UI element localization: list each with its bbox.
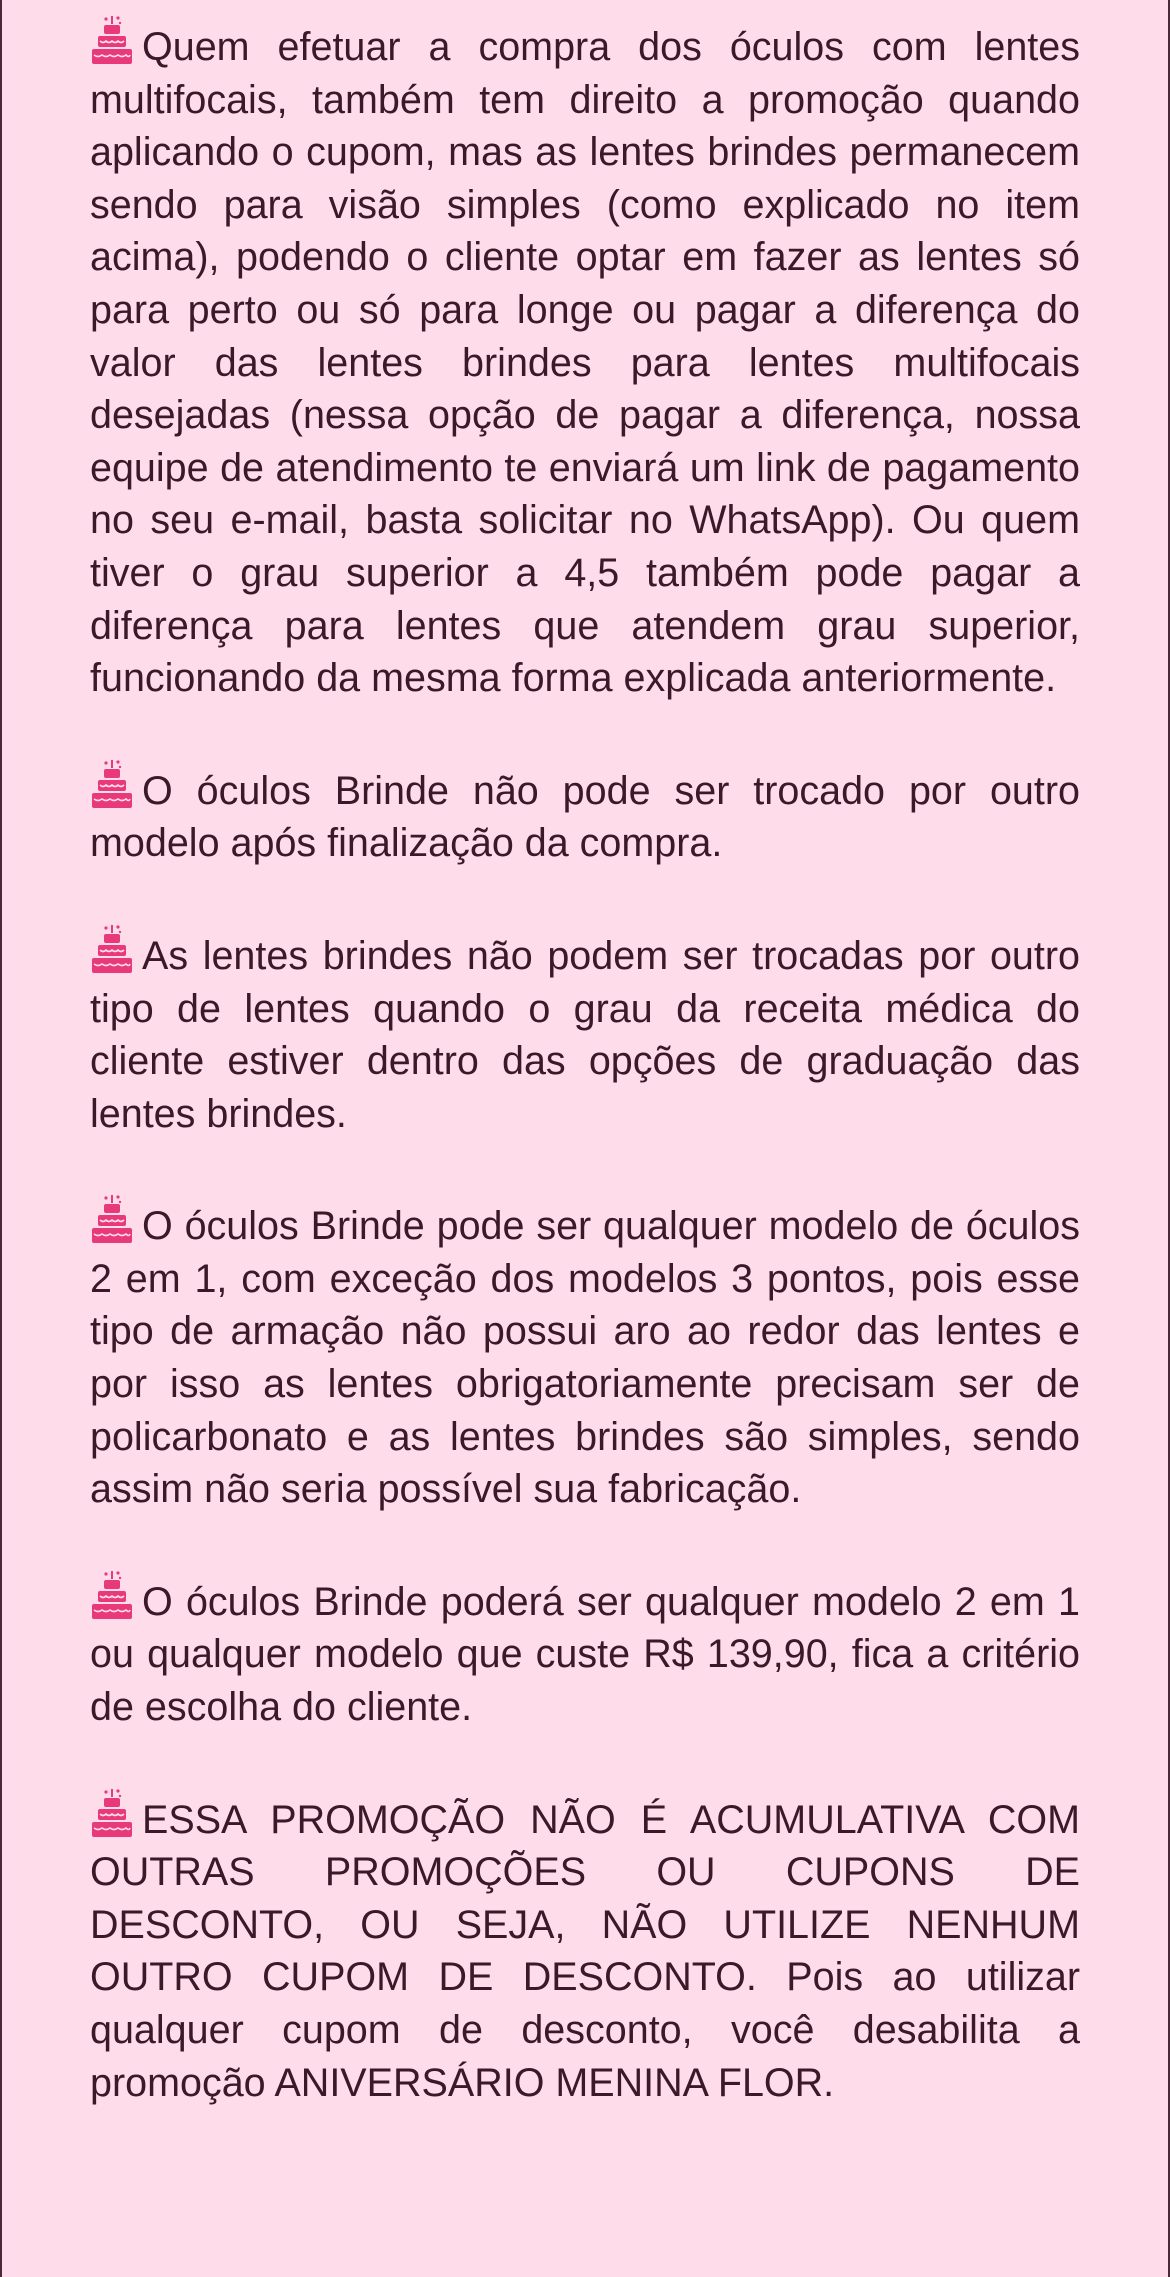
birthday-cake-icon bbox=[90, 923, 134, 975]
birthday-cake-icon bbox=[90, 1193, 134, 1245]
rule-paragraph-not-cumulative bbox=[90, 1787, 1080, 2110]
rule-paragraph-multifocal bbox=[90, 14, 1080, 705]
rule-text: O óculos Brinde não pode ser trocado por outro modelo após finalização da compra. bbox=[90, 768, 1080, 866]
rule-paragraph-no-exchange-lenses bbox=[90, 923, 1080, 1140]
birthday-cake-icon bbox=[90, 758, 134, 810]
rule-text: ESSA PROMOÇÃO NÃO É ACUMULATIVA COM OUTRAS PROMOÇÕES OU CUPONS DE DESCONTO, OU SEJA, NÃO UTILIZE NENHUM OUTRO CUPOM DE DESCONTO. Pois ao utilizar qualquer cupom de desconto, você desabilita a promoção ANIVERSÁRIO MENINA FLOR. bbox=[90, 1797, 1080, 2105]
rule-paragraph-model-choice bbox=[90, 1569, 1080, 1734]
rule-text: O óculos Brinde poderá ser qualquer modelo 2 em 1 ou qualquer modelo que custe R$ 139,90, fica a critério de escolha do cliente. bbox=[90, 1579, 1080, 1730]
promo-rules-list bbox=[90, 14, 1080, 2162]
rule-paragraph-model-exception bbox=[90, 1193, 1080, 1516]
rule-text: O óculos Brinde pode ser qualquer modelo de óculos 2 em 1, com exceção dos modelos 3 pontos, pois esse tipo de armação não possui aro ao redor das lentes e por isso as lentes obrigatoriamente precisam ser de policarbonato e as lentes brindes são simples, sendo assim não seria possível sua fabricação. bbox=[90, 1204, 1080, 1512]
birthday-cake-icon bbox=[90, 1569, 134, 1621]
birthday-cake-icon bbox=[90, 1787, 134, 1839]
rule-text: As lentes brindes não podem ser trocadas por outro tipo de lentes quando o grau da receita médica do cliente estiver dentro das opções de graduação das lentes brindes. bbox=[90, 933, 1080, 1136]
rule-paragraph-no-exchange-model bbox=[90, 758, 1080, 870]
rule-text: Quem efetuar a compra dos óculos com lentes multifocais, também tem direito a promoção quando aplicando o cupom, mas as lentes brindes permanecem sendo para visão simples (como explicado no item acima), podendo o cliente optar em fazer as lentes só para perto ou só para longe ou pagar a diferença do valor das lentes brindes para lentes multifocais desejadas (nessa opção de pagar a diferença, nossa equipe de atendimento te enviará um link de pagamento no seu e-mail, basta solicitar no WhatsApp). Ou quem tiver o grau superior a 4,5 também pode pagar a diferença para lentes que atendem grau superior, funcionando da mesma forma explicada anteriormente. bbox=[90, 25, 1080, 701]
birthday-cake-icon bbox=[90, 14, 134, 66]
left-border bbox=[0, 0, 2, 2277]
